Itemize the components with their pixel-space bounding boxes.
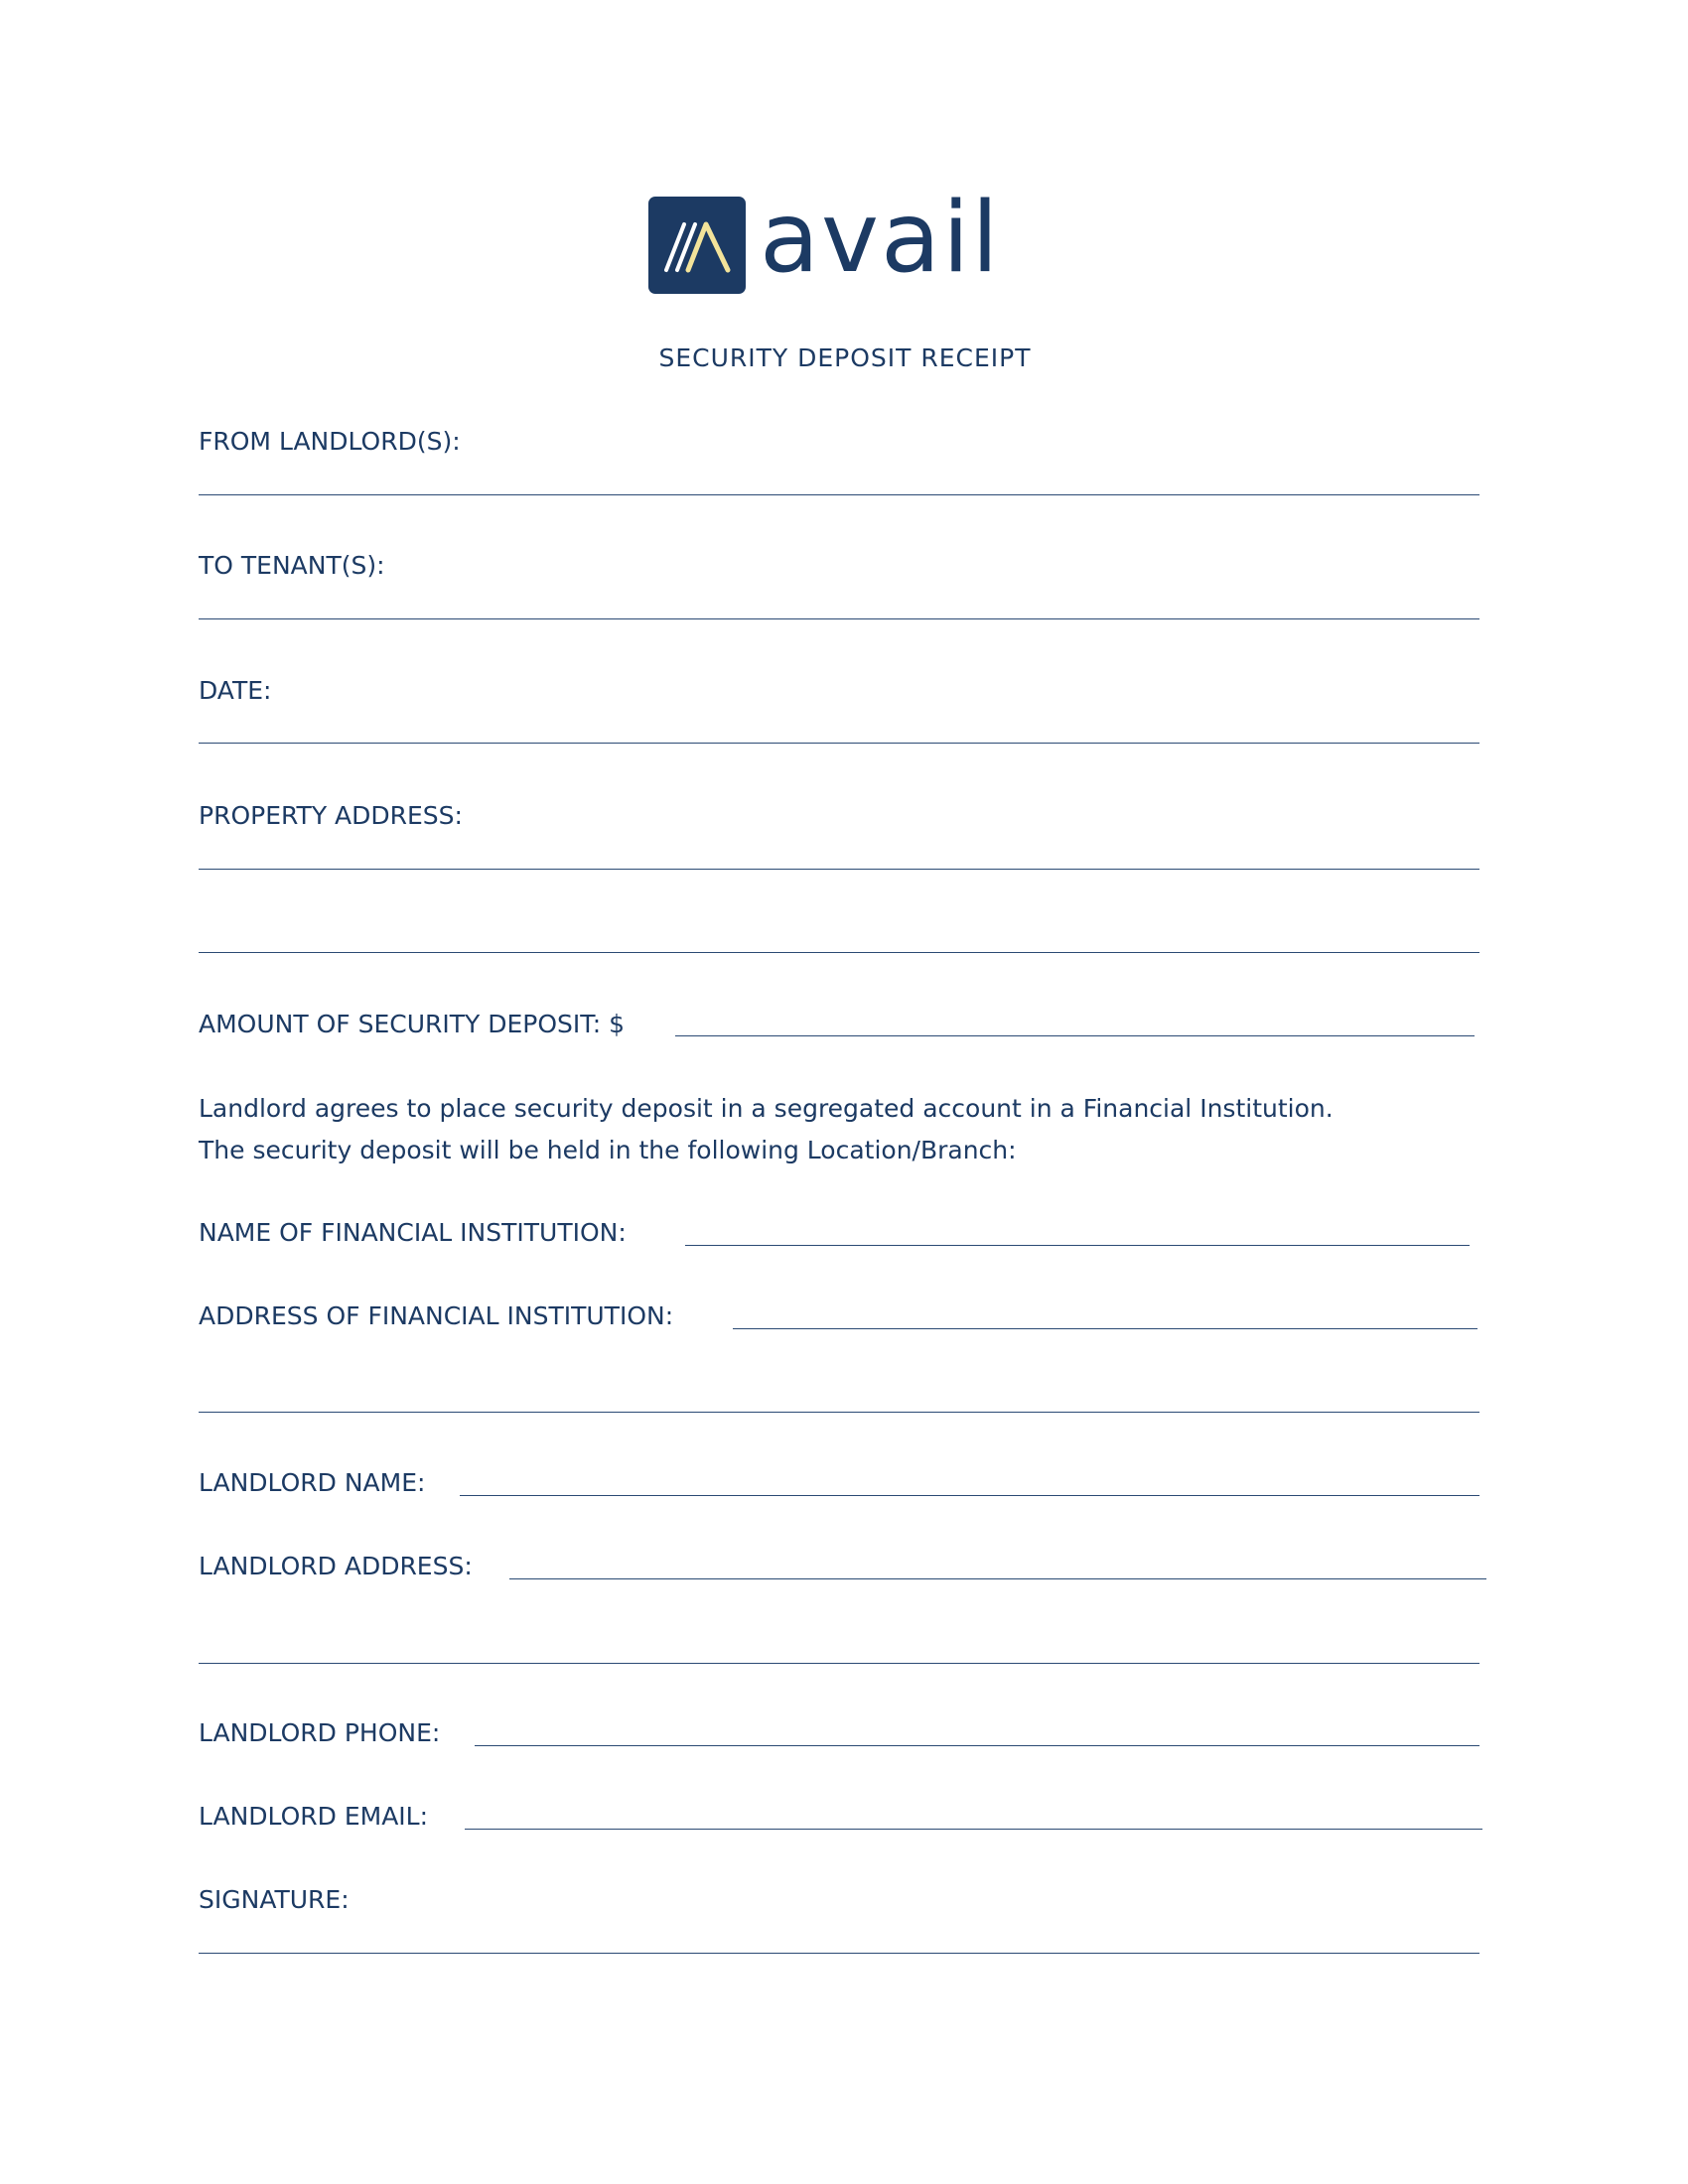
from-landlords-label: FROM LANDLORD(S):	[199, 427, 461, 456]
to-tenants-line[interactable]	[199, 618, 1479, 619]
financial-institution-name-label: NAME OF FINANCIAL INSTITUTION:	[199, 1218, 627, 1247]
signature-label: SIGNATURE:	[199, 1885, 350, 1914]
to-tenants-label: TO TENANT(S):	[199, 551, 385, 580]
date-label: DATE:	[199, 676, 272, 705]
document-title: SECURITY DEPOSIT RECEIPT	[658, 343, 1032, 372]
landlord-address-line-1[interactable]	[509, 1578, 1486, 1579]
landlord-name-label: LANDLORD NAME:	[199, 1468, 426, 1497]
agreement-line-1: Landlord agrees to place security deposit in a segregated account in a Financial Institution.	[199, 1094, 1334, 1123]
property-address-line-2[interactable]	[199, 952, 1479, 953]
financial-institution-address-line-2[interactable]	[199, 1412, 1479, 1413]
landlord-phone-label: LANDLORD PHONE:	[199, 1718, 441, 1747]
date-line[interactable]	[199, 743, 1479, 744]
avail-logo-wordmark: avail	[760, 182, 1001, 295]
property-address-line-1[interactable]	[199, 869, 1479, 870]
financial-institution-name-line[interactable]	[685, 1245, 1470, 1246]
agreement-text	[199, 1088, 1489, 1171]
financial-institution-address-line-1[interactable]	[733, 1328, 1477, 1329]
financial-institution-address-label: ADDRESS OF FINANCIAL INSTITUTION:	[199, 1301, 674, 1330]
security-deposit-amount-label: AMOUNT OF SECURITY DEPOSIT: $	[199, 1010, 626, 1038]
agreement-line-2: The security deposit will be held in the following Location/Branch:	[199, 1136, 1017, 1164]
from-landlords-line[interactable]	[199, 494, 1479, 495]
security-deposit-amount-line[interactable]	[675, 1035, 1475, 1036]
avail-logo-mark-icon	[648, 197, 746, 294]
property-address-label: PROPERTY ADDRESS:	[199, 801, 463, 830]
landlord-name-line[interactable]	[460, 1495, 1479, 1496]
landlord-phone-line[interactable]	[475, 1745, 1479, 1746]
signature-line[interactable]	[199, 1953, 1479, 1954]
landlord-address-line-2[interactable]	[199, 1663, 1479, 1664]
avail-logo	[648, 182, 1036, 296]
landlord-address-label: LANDLORD ADDRESS:	[199, 1552, 473, 1580]
landlord-email-label: LANDLORD EMAIL:	[199, 1802, 429, 1831]
landlord-email-line[interactable]	[465, 1829, 1482, 1830]
